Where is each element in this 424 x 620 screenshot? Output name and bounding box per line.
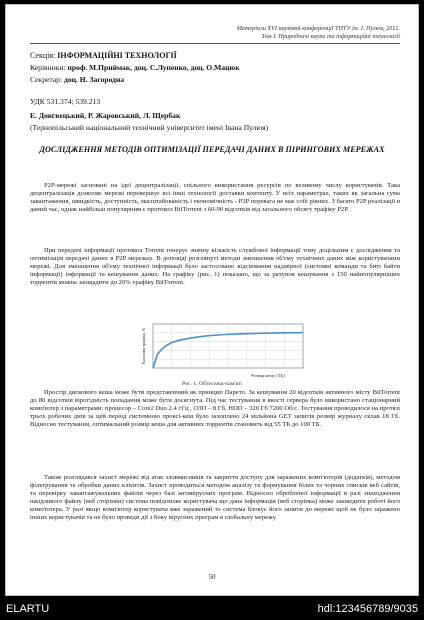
paragraph-4: Також розглядався захист мережі від атак зловмисників та закриття доступу для заражених комп'ютерів (додатків), методом фільтрування та обробки даних клієнтів. Захист проводиться методом аналізу та формування білих та чорних списків веб сайтів, та перевірку завантажувальних файлів через базі антивірусних програм. Відносно обробленої інформації в разі знаходження шкідливого файлу (веб сторінки) система повідомляє користувача що дана інформація (веб сторінка) може зашкодити роботі його комп'ютера. У разі якщо комп'ютер користувача вже заражений то система блокує його запити до мережі щоб не було заражено інших користувачів та не було проведи дії з боку вірусних програм в глобальну мережу. — [30, 474, 400, 522]
leaders-label: Керівники: — [30, 63, 66, 72]
paragraph-3: Простір дискового кеша може бути представлений як принцип Парето. За кешування 20 відсотків активного місту BitTorrent до 80 відсотків вірогідність попадання може бути досягнута. Під час тестування в якості сервера було використано стаціонарний комп'ютер з параметрами: процесор – Core2 Duo 2.4 гГц , ОЗП – 8 Гб, HDD – 320 Гб 7200 Об/с. Тестування проводилося на протязі трьох робочих днів за цей період системною проксі-кеш було захоплено 24 мільйона GET запитів розмір журналу склав 18 Гб. Відносно тестування, оптимальний розмір кеша для активних торрентів становить від 55 ТБ до 100 ТБ. — [30, 389, 401, 429]
page-number: 50 — [208, 573, 216, 581]
figure-caption: Рис. 1. Об'єм кеш-пам'яті — [181, 381, 243, 387]
section-label: Секція: — [30, 51, 56, 60]
affiliation: (Тернопільський національний технічний університет імені Івана Пулюя) — [30, 123, 269, 132]
footer-archive-label: ELARTU — [6, 603, 50, 615]
paragraph-2: При передачі інформації протокол Torrent генерує значну кількість службової інформації тому доцільним є дослідження та оптимізація передачі даних в P2P мережах. В доповіді розглянуті методи зменшення об'єму технічних даних між користувачами мережі. Для зменшення об'єму технічної інформації було застосовано відсіювання надмірної (системні команди та биті байти інформації) інформації та кешування даних. На графіку (рис. 1) показано, що за рахунок кешування з 150 найпопулярніших торрентів можна заощадити до 20% трафіку BitTorrent. — [30, 247, 400, 287]
chart-x-axis-label: Розмір кешу (ТБ) — [251, 373, 285, 378]
running-header-line2: Том І. Природничі науки та інформаційні технології — [261, 33, 400, 40]
paper-title: ДОСЛІДЖЕННЯ МЕТОДІВ ОПТИМІЗАЦІЇ ПЕРЕДАЧІ ДАНИХ В ПІРИНГОВИХ МЕРЕЖАХ — [39, 145, 385, 154]
secretary-label: Секретар: — [30, 75, 63, 84]
scan-footer — [0, 600, 424, 620]
cache-chart — [131, 320, 311, 380]
leaders-line — [30, 63, 240, 72]
section-value: ІНФОРМАЦІЙНІ ТЕХНОЛОГІЇ — [57, 51, 177, 60]
leaders-value: проф. М.Приймак, доц. С.Лупенко, доц. О.Мацюк — [67, 63, 240, 72]
udc-code: УДК 531.374; 539.213 — [30, 97, 101, 106]
paragraph-1: P2P-мережі засновані на ідеї децентралізації, спільного використання ресурсів по великому числу користувачів. Така децентралізація дозволяє мережі перевершує всі інші технології доставки контенту. У всіх параметрах, таких як загальна сума завантаження, швидкість, доступність, масштабованість і економічність - P2P перевага не має собі рівних. З багато P2P реалізації в даний час, однак найбільш популярним є протокол BitTorrent з 60-90 відсотків від загального обсягу трафіку P2P. — [30, 182, 400, 214]
header-divider — [30, 43, 400, 44]
paper-page — [5, 4, 419, 596]
secretary-line — [30, 75, 124, 84]
footer-handle: hdl:123456789/9035 — [317, 603, 418, 615]
chart-y-axis-label: Економія трафіку, % — [141, 327, 146, 365]
authors: Е. Довгвецький, Р. Жаровський, Л. Щербак — [30, 111, 181, 120]
section-line — [30, 51, 177, 60]
running-header-line1: Матеріали XVI наукової конференції ТНТУ ім. І. Пулюя, 2012. — [236, 25, 400, 32]
secretary-value: доц. Н. Загородна — [63, 75, 125, 84]
